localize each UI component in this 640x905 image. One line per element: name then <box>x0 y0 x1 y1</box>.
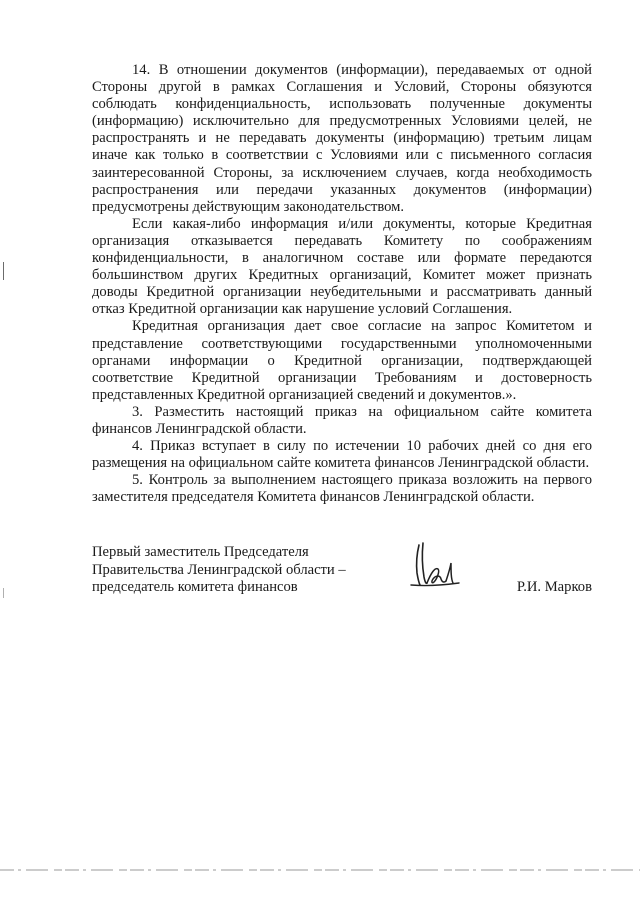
position-line: председатель комитета финансов <box>92 579 298 596</box>
signatory-position <box>92 544 392 597</box>
handwritten-signature <box>407 539 463 591</box>
document-body <box>92 62 592 506</box>
paragraph-item-14: 14. В отношении документов (информации), передаваемых от одной Стороны другой в рамках Соглашения и Условий, Стороны обязуются соблюдать конфиденциальность, использовать полученные документы (информацию) исключительно для предусмотренных Условиями целей, не распространять и не передавать документы (информацию) третьим лицам иначе как только в соответствии с Условиями или с письменного согласия заинтересованной Стороны, за исключением случаев, когда необходимость распространения или передачи указанных документов (информации) предусмотрены действующим законодательством. <box>92 62 592 215</box>
paragraph-consent: Кредитная организация дает свое согласие на запрос Комитетом и представление соответствующими государственными уполномоченными органами информации о Кредитной организации, подтверждающей соответствие Кредитной организации Требованиям и достоверность представленных Кредитной организацией сведений и документов.». <box>92 318 592 403</box>
signature-block <box>92 544 592 604</box>
paragraph-confidentiality-refusal: Если какая-либо информация и/или документы, которые Кредитная организация отказывается передавать Комитету по соображениям конфиденциальности, в аналогичном составе или формате передаются большинством других Кредитных организаций, Комитет может признать доводы Кредитной организации неубедительными и рассматривать данный отказ Кредитной организации как нарушение условий Соглашения. <box>92 215 592 318</box>
paragraph-item-3: 3. Разместить настоящий приказ на официальном сайте комитета финансов Ленинградской области. <box>92 403 592 437</box>
signatory-name: Р.И. Марков <box>516 579 592 595</box>
scan-bottom-edge <box>0 868 640 872</box>
paragraph-item-4: 4. Приказ вступает в силу по истечении 10 рабочих дней со дня его размещения на официальном сайте комитета финансов Ленинградской области. <box>92 438 592 472</box>
position-line: Первый заместитель Председателя <box>92 544 309 560</box>
paragraph-item-5: 5. Контроль за выполнением настоящего приказа возложить на первого заместителя председателя Комитета финансов Ленинградской области. <box>92 472 592 506</box>
position-line: Правительства Ленинградской области – <box>92 561 346 578</box>
scan-artifact-mark <box>3 588 4 598</box>
scan-artifact-mark <box>3 262 4 280</box>
